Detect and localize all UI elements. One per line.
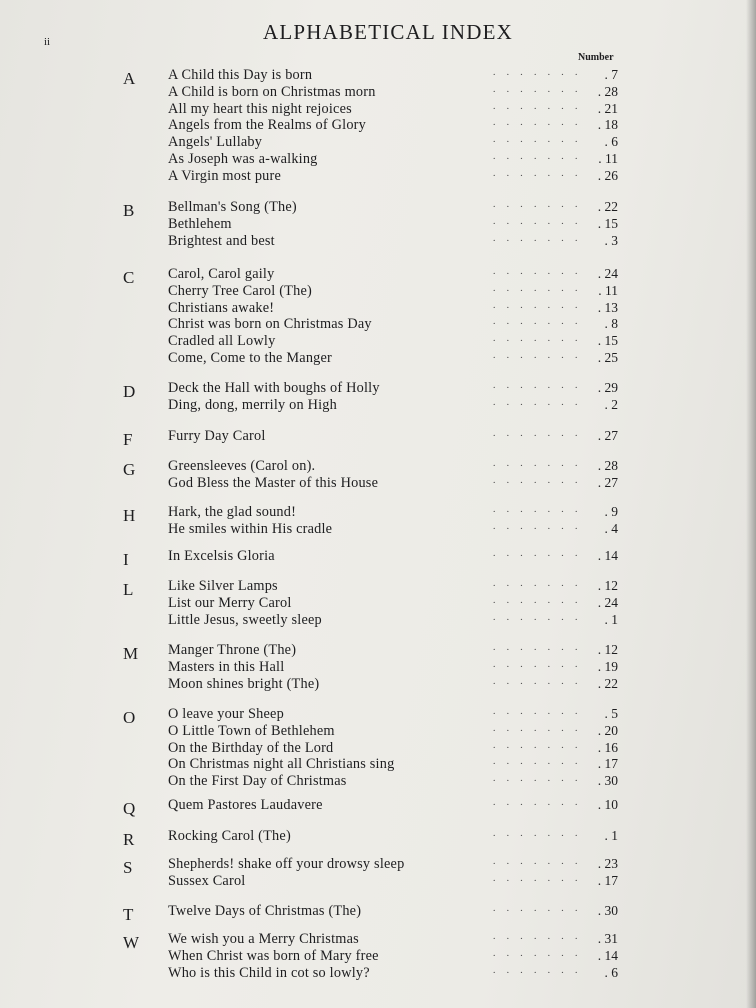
carol-title: Moon shines bright (The)	[168, 675, 320, 692]
carol-title: Hark, the glad sound!	[168, 504, 297, 520]
dot-leader: ·······	[492, 152, 588, 165]
carol-title: Christ was born on Christmas Day	[168, 316, 372, 333]
index-entry	[168, 740, 628, 757]
carol-number: . 2	[588, 397, 618, 414]
index-entry	[168, 168, 628, 185]
index-entry	[168, 548, 628, 565]
index-entry	[168, 828, 628, 845]
section-letter: O	[123, 708, 136, 727]
index-entry	[168, 642, 628, 659]
carol-number: . 19	[588, 659, 618, 676]
index-entry	[168, 134, 628, 151]
page-number: ii	[44, 36, 51, 48]
carol-number: . 7	[588, 67, 618, 84]
dot-leader: ·······	[492, 550, 588, 562]
dot-leader: ·······	[492, 301, 588, 314]
dot-leader: ·······	[492, 119, 588, 132]
dot-leader: ·······	[492, 351, 588, 364]
carol-number: . 25	[588, 350, 618, 367]
index-section	[0, 931, 756, 981]
carol-title: Carol, Carol gaily	[168, 266, 275, 282]
index-section	[0, 706, 756, 790]
index-entry	[168, 578, 628, 595]
carol-title: All my heart this night rejoices	[168, 100, 352, 117]
carol-title: We wish you a Merry Christmas	[168, 931, 359, 947]
carol-number: . 3	[588, 233, 618, 250]
carol-number: . 26	[588, 168, 618, 185]
dot-leader: ·······	[492, 874, 588, 887]
dot-leader: ·······	[492, 741, 588, 754]
dot-leader: ·······	[492, 102, 588, 115]
carol-number: . 14	[588, 948, 618, 965]
carol-number: . 17	[588, 756, 618, 773]
carol-title: On the First Day of Christmas	[168, 773, 347, 790]
carol-title: On Christmas night all Christians sing	[168, 756, 395, 773]
index-entry	[168, 397, 628, 414]
dot-leader: ·······	[492, 660, 588, 673]
index-entry	[168, 380, 628, 397]
carol-number: . 20	[588, 723, 618, 740]
index-entry	[168, 67, 628, 84]
index-section	[0, 199, 756, 249]
carol-title: Greensleeves (Carol on).	[168, 458, 316, 474]
carol-title: Deck the Hall with boughs of Holly	[168, 380, 380, 396]
index-entry	[168, 283, 628, 300]
page-title: ALPHABETICAL INDEX	[262, 20, 514, 44]
number-column-header: Number	[578, 52, 614, 63]
carol-number: . 27	[588, 428, 618, 445]
carol-title: A Virgin most pure	[168, 167, 282, 184]
dot-leader: ·······	[492, 318, 588, 331]
carol-title: Christians awake!	[168, 299, 275, 316]
dot-leader: ·······	[492, 234, 588, 247]
index-entry	[168, 84, 628, 101]
carol-number: . 13	[588, 300, 618, 317]
dot-leader: ·······	[492, 966, 588, 979]
index-entry	[168, 773, 628, 790]
carol-title: Like Silver Lamps	[168, 578, 278, 594]
dot-leader: ·······	[492, 708, 588, 720]
carol-number: . 15	[588, 333, 618, 350]
index-entry	[168, 428, 628, 445]
section-letter: T	[123, 905, 134, 924]
index-entry	[168, 965, 628, 982]
index-entry	[168, 475, 628, 492]
dot-leader: ·······	[492, 335, 588, 348]
index-section	[0, 67, 756, 185]
index-entry	[168, 948, 628, 965]
index-entry	[168, 117, 628, 134]
section-letter: S	[123, 858, 133, 877]
index-entry	[168, 216, 628, 233]
carol-number: . 18	[588, 117, 618, 134]
index-entry	[168, 266, 628, 283]
dot-leader: ·······	[492, 758, 588, 771]
dot-leader: ·······	[492, 677, 588, 690]
carol-number: . 10	[588, 797, 618, 814]
carol-title: Angels from the Realms of Glory	[168, 117, 366, 134]
carol-title: Twelve Days of Christmas (The)	[168, 903, 362, 919]
index-entry	[168, 856, 628, 873]
dot-leader: ·······	[492, 69, 588, 81]
dot-leader: ·······	[492, 580, 588, 592]
carol-title: As Joseph was a-walking	[168, 150, 318, 167]
carol-title: Sussex Carol	[168, 872, 246, 889]
carol-title: Rocking Carol (The)	[168, 828, 291, 844]
section-letter: Q	[123, 799, 136, 818]
page-edge-shadow	[746, 0, 756, 1008]
carol-number: . 6	[588, 965, 618, 982]
dot-leader: ·······	[492, 460, 588, 472]
index-section	[0, 828, 756, 849]
section-letter: A	[123, 69, 136, 88]
carol-title: He smiles within His cradle	[168, 520, 333, 537]
index-entry	[168, 706, 628, 723]
carol-number: . 28	[588, 84, 618, 101]
carol-title: Shepherds! shake off your drowsy sleep	[168, 856, 405, 872]
carol-title: Ding, dong, merrily on High	[168, 396, 338, 413]
carol-title: Masters in this Hall	[168, 658, 285, 675]
index-section	[0, 458, 756, 492]
carol-number: . 4	[588, 521, 618, 538]
dot-leader: ·······	[492, 201, 588, 213]
index-entry	[168, 504, 628, 521]
carol-number: . 11	[588, 151, 618, 168]
dot-leader: ·······	[492, 830, 588, 842]
section-letter: D	[123, 382, 136, 401]
index-entry	[168, 931, 628, 948]
section-letter: H	[123, 506, 136, 525]
index-section	[0, 428, 756, 449]
carol-title: Manger Throne (The)	[168, 642, 297, 658]
carol-number: . 23	[588, 856, 618, 873]
index-entry	[168, 233, 628, 250]
section-letter: C	[123, 268, 135, 287]
dot-leader: ·······	[492, 136, 588, 149]
carol-number: . 21	[588, 101, 618, 118]
index-entry	[168, 873, 628, 890]
index-entry	[168, 903, 628, 920]
carol-title: Cradled all Lowly	[168, 333, 276, 350]
carol-number: . 22	[588, 676, 618, 693]
carol-title: Quem Pastores Laudavere	[168, 797, 323, 813]
dot-leader: ·······	[492, 476, 588, 489]
index-section	[0, 548, 756, 569]
index-entry	[168, 316, 628, 333]
carol-number: . 1	[588, 828, 618, 845]
index-entry	[168, 521, 628, 538]
carol-number: . 30	[588, 773, 618, 790]
dot-leader: ·······	[492, 85, 588, 98]
index-entry	[168, 595, 628, 612]
carol-number: . 11	[588, 283, 618, 300]
section-letter: I	[123, 550, 129, 569]
carol-title: A Child is born on Christmas morn	[168, 83, 376, 100]
dot-leader: ·······	[492, 775, 588, 788]
carol-number: . 1	[588, 612, 618, 629]
index-section	[0, 578, 756, 628]
index-entry	[168, 676, 628, 693]
dot-leader: ·······	[492, 217, 588, 230]
dot-leader: ·······	[492, 169, 588, 182]
index-entry	[168, 723, 628, 740]
carol-number: . 8	[588, 316, 618, 333]
carol-title: Come, Come to the Manger	[168, 349, 333, 366]
dot-leader: ·······	[492, 933, 588, 945]
index-section	[0, 903, 756, 924]
index-section	[0, 856, 756, 890]
carol-title: Who is this Child in cot so lowly?	[168, 964, 370, 981]
carol-number: . 9	[588, 504, 618, 521]
dot-leader: ·······	[492, 382, 588, 394]
index-entry	[168, 458, 628, 475]
index-entry	[168, 333, 628, 350]
carol-number: . 24	[588, 595, 618, 612]
carol-number: . 12	[588, 578, 618, 595]
carol-title: Angels' Lullaby	[168, 134, 263, 151]
carol-number: . 28	[588, 458, 618, 475]
dot-leader: ·······	[492, 613, 588, 626]
index-section	[0, 504, 756, 538]
section-letter: B	[123, 201, 135, 220]
carol-title: A Child this Day is born	[168, 67, 313, 83]
carol-number: . 17	[588, 873, 618, 890]
carol-title: Bellman's Song (The)	[168, 199, 297, 215]
section-letter: L	[123, 580, 134, 599]
index-entry	[168, 350, 628, 367]
dot-leader: ·······	[492, 905, 588, 917]
carol-number: . 29	[588, 380, 618, 397]
dot-leader: ·······	[492, 268, 588, 280]
carol-number: . 31	[588, 931, 618, 948]
carol-title: Brightest and best	[168, 232, 275, 249]
index-entry	[168, 300, 628, 317]
carol-title: Little Jesus, sweetly sleep	[168, 611, 322, 628]
carol-title: On the Birthday of the Lord	[168, 739, 334, 756]
carol-number: . 6	[588, 134, 618, 151]
carol-number: . 12	[588, 642, 618, 659]
index-section	[0, 797, 756, 818]
index-entry	[168, 659, 628, 676]
section-letter: F	[123, 430, 133, 449]
carol-number: . 30	[588, 903, 618, 920]
carol-number: . 5	[588, 706, 618, 723]
dot-leader: ·······	[492, 430, 588, 442]
carol-number: . 22	[588, 199, 618, 216]
carol-title: God Bless the Master of this House	[168, 474, 379, 491]
carol-title: When Christ was born of Mary free	[168, 947, 379, 964]
dot-leader: ·······	[492, 596, 588, 609]
dot-leader: ·······	[492, 284, 588, 297]
carol-number: . 24	[588, 266, 618, 283]
dot-leader: ·······	[492, 644, 588, 656]
dot-leader: ·······	[492, 949, 588, 962]
carol-title: Cherry Tree Carol (The)	[168, 282, 312, 299]
carol-number: . 15	[588, 216, 618, 233]
section-letter: G	[123, 460, 136, 479]
index-entry	[168, 101, 628, 118]
index-section	[0, 380, 756, 414]
section-letter: M	[123, 644, 139, 663]
carol-title: In Excelsis Gloria	[168, 548, 275, 564]
carol-number: . 27	[588, 475, 618, 492]
dot-leader: ·······	[492, 522, 588, 535]
section-letter: R	[123, 830, 135, 849]
index-entry	[168, 612, 628, 629]
index-entry	[168, 199, 628, 216]
dot-leader: ·······	[492, 506, 588, 518]
carol-title: O leave your Sheep	[168, 706, 284, 722]
dot-leader: ·······	[492, 858, 588, 870]
carol-title: List our Merry Carol	[168, 594, 292, 611]
index-entry	[168, 151, 628, 168]
section-letter: W	[123, 933, 140, 952]
index-entry	[168, 756, 628, 773]
dot-leader: ·······	[492, 724, 588, 737]
index-entry	[168, 797, 628, 814]
carol-title: Bethlehem	[168, 215, 232, 232]
carol-title: O Little Town of Bethlehem	[168, 722, 335, 739]
index-section	[0, 642, 756, 692]
index-section	[0, 266, 756, 367]
dot-leader: ·······	[492, 799, 588, 811]
carol-title: Furry Day Carol	[168, 428, 266, 444]
carol-number: . 16	[588, 740, 618, 757]
dot-leader: ·······	[492, 398, 588, 411]
carol-number: . 14	[588, 548, 618, 565]
